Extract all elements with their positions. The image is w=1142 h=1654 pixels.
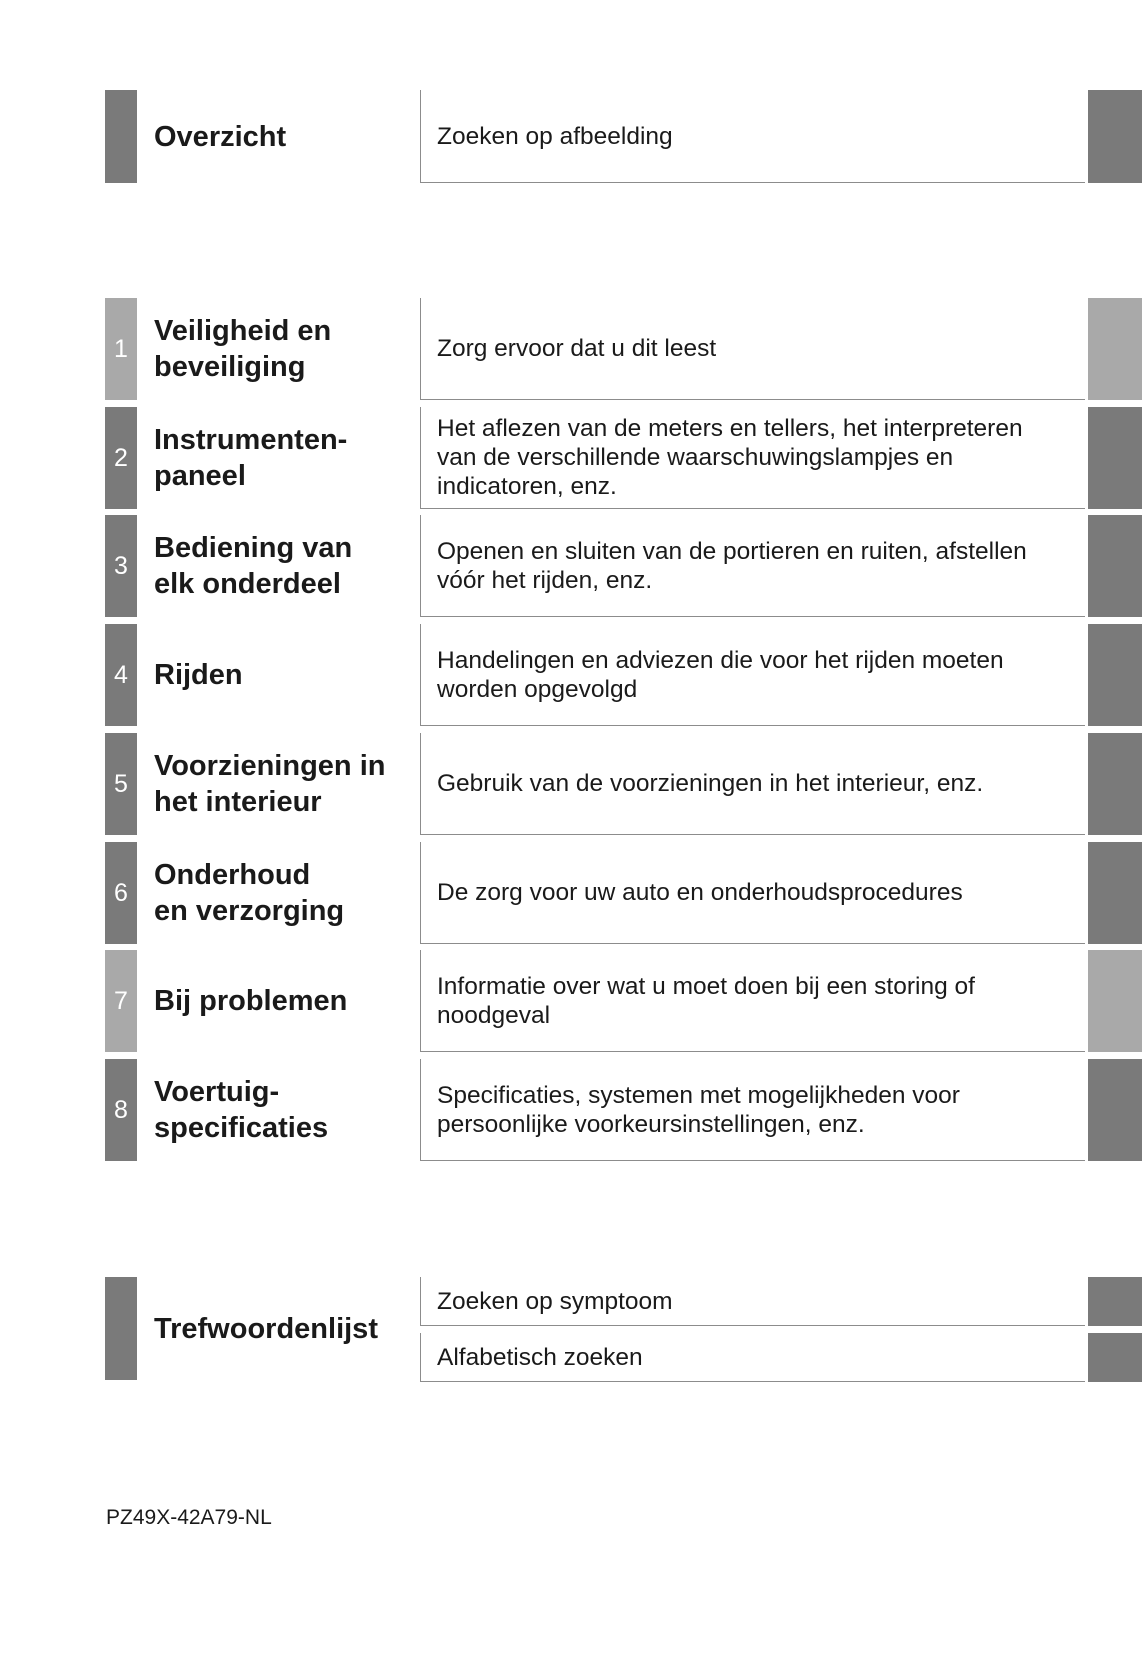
chapter-title-1[interactable]: Veiligheid en beveiliging [154,315,332,383]
index-title[interactable]: Trefwoordenlijst [154,1312,378,1345]
chapter-description-5[interactable]: Gebruik van de voorzieningen in het interieur, enz. [420,733,1085,835]
chapter-description-2[interactable]: Het aflezen van de meters en tellers, het interpreteren van de verschillende waarschuwingslampjes en indicatoren, enz. [420,407,1085,509]
chapter-row-2 [0,407,1142,509]
chapter-row-6 [0,842,1142,944]
overview-description[interactable]: Zoeken op afbeelding [420,90,1085,183]
chapter-title-3[interactable]: Bediening van elk onderdeel [154,532,353,600]
chapter-title-7[interactable]: Bij problemen [154,985,348,1017]
index-item-symptom[interactable]: Zoeken op symptoom [420,1277,1085,1326]
chapter-title-4[interactable]: Rijden [154,659,243,691]
chapter-title-5[interactable]: Voorzieningen in het interieur [154,750,386,818]
overview-row [0,90,1142,183]
chapter-number-1: 1 [105,298,137,400]
chapter-description-7[interactable]: Informatie over wat u moet doen bij een storing of noodgeval [420,950,1085,1052]
chapter-side-tab-7[interactable] [1088,950,1142,1052]
chapter-side-tab-1[interactable] [1088,298,1142,400]
chapter-number-5: 5 [105,733,137,835]
index-item-row-2 [0,1333,1142,1382]
overview-marker [105,90,137,183]
chapter-side-tab-2[interactable] [1088,407,1142,509]
index-side-tab-symptom[interactable] [1088,1277,1142,1326]
chapter-side-tab-3[interactable] [1088,515,1142,617]
index-item-row-1 [0,1277,1142,1326]
chapter-description-6[interactable]: De zorg voor uw auto en onderhoudsprocedures [420,842,1085,944]
chapter-title-8[interactable]: Voertuig- specificaties [154,1076,329,1144]
chapter-description-4[interactable]: Handelingen en adviezen die voor het rijden moeten worden opgevolgd [420,624,1085,726]
chapter-side-tab-6[interactable] [1088,842,1142,944]
chapter-row-4 [0,624,1142,726]
chapter-description-1[interactable]: Zorg ervoor dat u dit leest [420,298,1085,400]
chapter-side-tab-5[interactable] [1088,733,1142,835]
chapter-row-5 [0,733,1142,835]
chapter-number-7: 7 [105,950,137,1052]
chapter-row-1 [0,298,1142,400]
chapter-description-8[interactable]: Specificaties, systemen met mogelijkheden voor persoonlijke voorkeursinstellingen, enz. [420,1059,1085,1161]
chapter-side-tab-4[interactable] [1088,624,1142,726]
overview-title[interactable]: Overzicht [154,120,287,153]
chapter-number-6: 6 [105,842,137,944]
chapter-side-tab-8[interactable] [1088,1059,1142,1161]
chapter-number-2: 2 [105,407,137,509]
chapter-row-3 [0,515,1142,617]
chapter-description-3[interactable]: Openen en sluiten van de portieren en ruiten, afstellen vóór het rijden, enz. [420,515,1085,617]
document-code: PZ49X-42A79-NL [106,1506,272,1529]
chapter-number-3: 3 [105,515,137,617]
chapter-row-7 [0,950,1142,1052]
index-item-alphabetical[interactable]: Alfabetisch zoeken [420,1333,1085,1382]
chapter-row-8 [0,1059,1142,1161]
chapter-number-4: 4 [105,624,137,726]
chapter-title-2[interactable]: Instrumenten- paneel [154,424,348,492]
chapter-number-8: 8 [105,1059,137,1161]
overview-side-tab[interactable] [1088,90,1142,183]
index-side-tab-alphabetical[interactable] [1088,1333,1142,1382]
chapter-title-6[interactable]: Onderhoud en verzorging [154,859,345,927]
